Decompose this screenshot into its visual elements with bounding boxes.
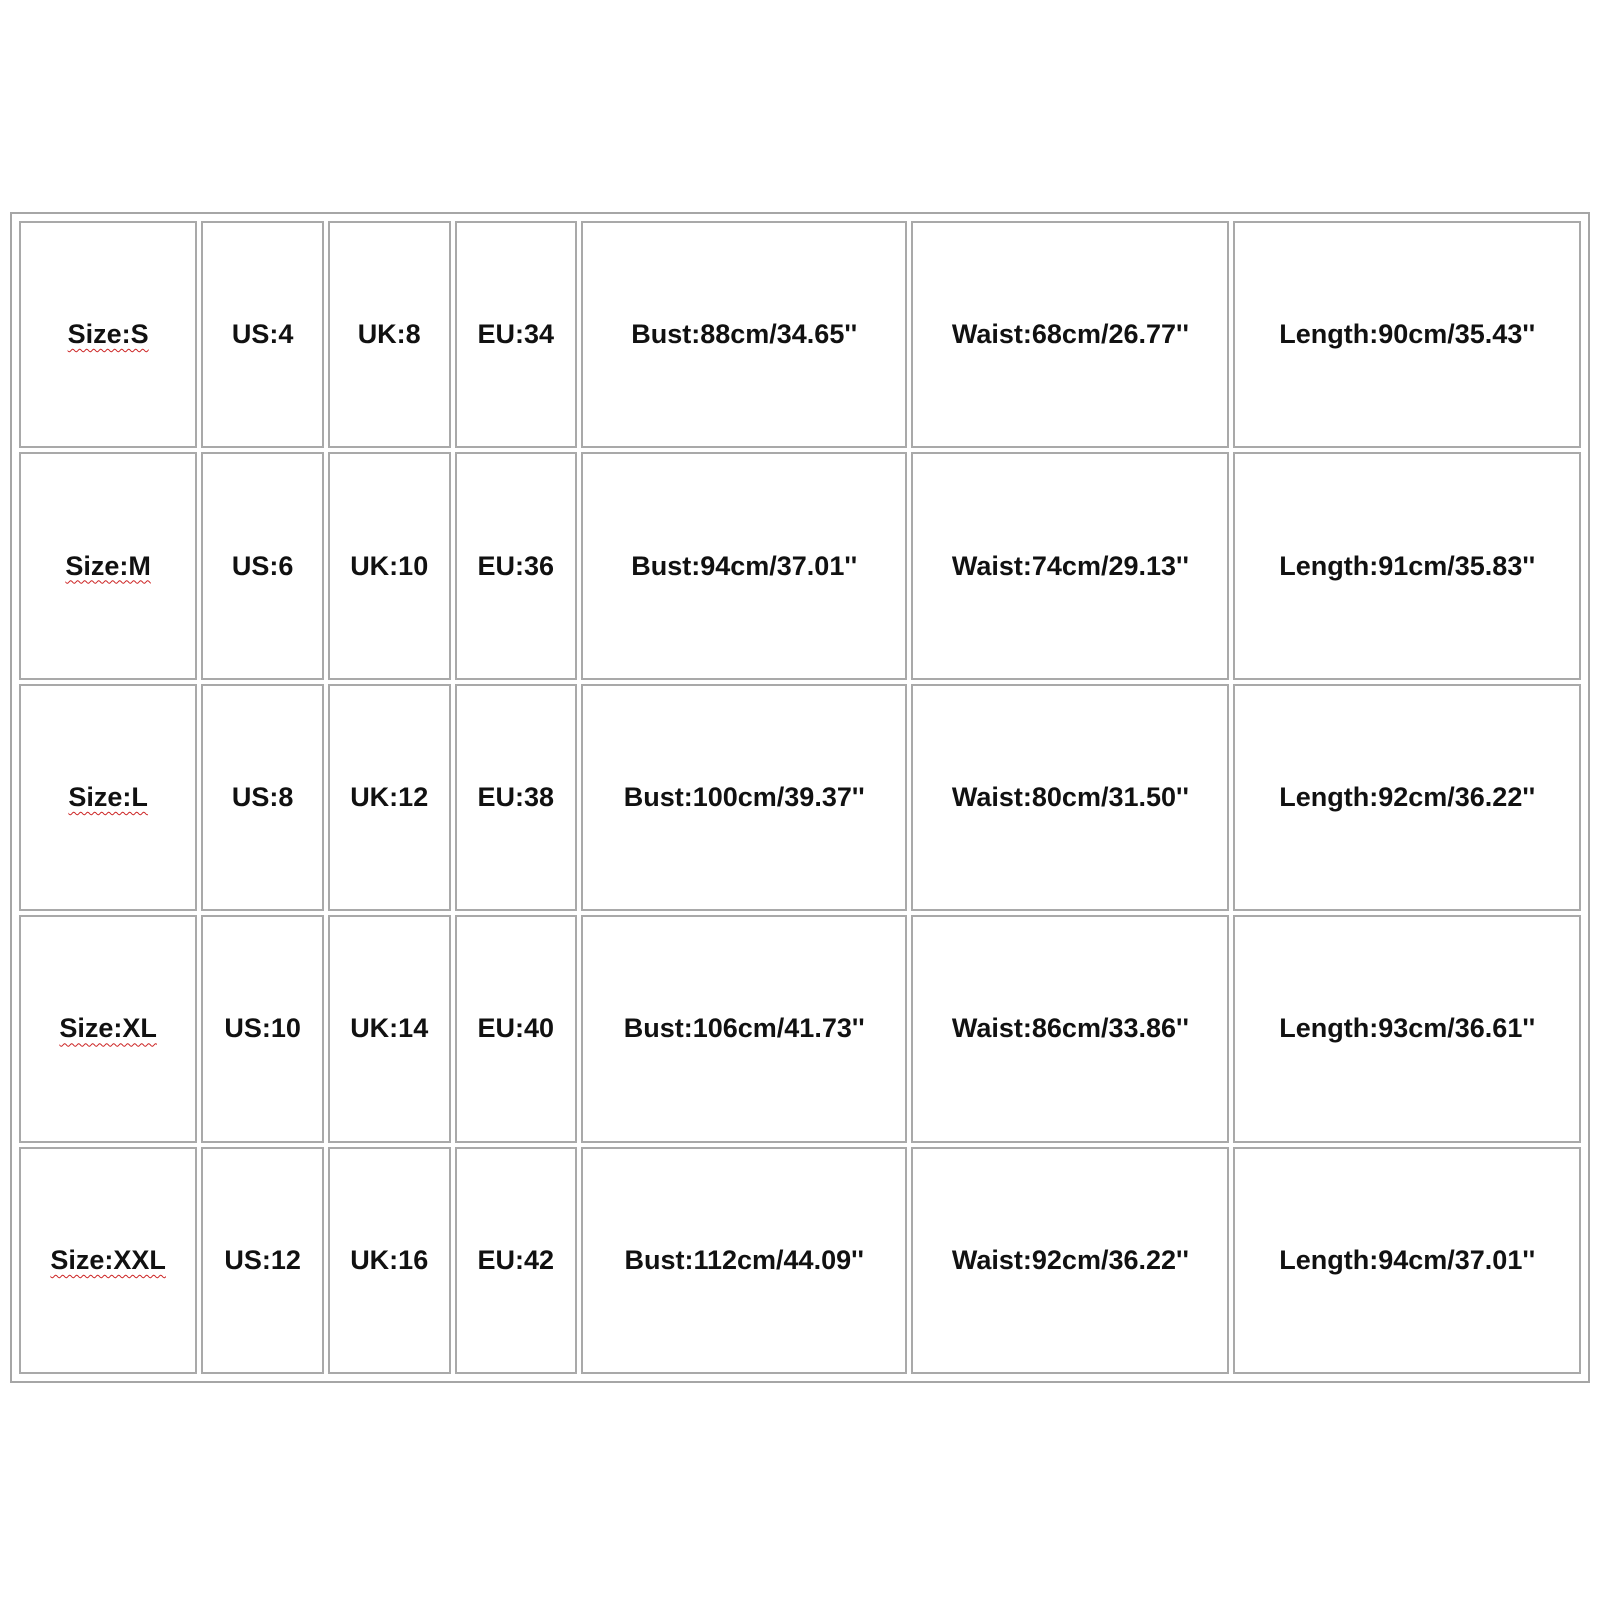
size-row-m: [19, 452, 1581, 679]
waist-cell: Waist:68cm/26.77'': [911, 221, 1229, 448]
length-cell: Length:91cm/35.83'': [1233, 452, 1581, 679]
size-label: Size:XXL: [50, 1244, 166, 1275]
length-cell: Length:93cm/36.61'': [1233, 915, 1581, 1142]
us-size-cell: US:8: [201, 684, 324, 911]
eu-size-cell: EU:34: [455, 221, 578, 448]
bust-cell: Bust:100cm/39.37'': [581, 684, 907, 911]
bust-cell: Bust:106cm/41.73'': [581, 915, 907, 1142]
uk-size-cell: UK:10: [328, 452, 451, 679]
size-chart-table: [15, 217, 1585, 1378]
size-row-l: [19, 684, 1581, 911]
size-cell: [19, 452, 197, 679]
bust-cell: Bust:88cm/34.65'': [581, 221, 907, 448]
uk-size-cell: UK:8: [328, 221, 451, 448]
size-row-s: [19, 221, 1581, 448]
waist-cell: Waist:86cm/33.86'': [911, 915, 1229, 1142]
size-row-xxl: [19, 1147, 1581, 1374]
eu-size-cell: EU:38: [455, 684, 578, 911]
eu-size-cell: EU:42: [455, 1147, 578, 1374]
uk-size-cell: UK:14: [328, 915, 451, 1142]
size-chart-frame: [10, 212, 1590, 1383]
size-label: Size:M: [65, 550, 151, 581]
size-label: Size:L: [68, 781, 148, 812]
size-label: Size:XL: [59, 1013, 157, 1044]
size-cell: [19, 684, 197, 911]
size-cell: [19, 221, 197, 448]
length-cell: Length:94cm/37.01'': [1233, 1147, 1581, 1374]
us-size-cell: US:12: [201, 1147, 324, 1374]
eu-size-cell: EU:36: [455, 452, 578, 679]
size-label: Size:S: [67, 319, 149, 350]
uk-size-cell: UK:16: [328, 1147, 451, 1374]
waist-cell: Waist:80cm/31.50'': [911, 684, 1229, 911]
eu-size-cell: EU:40: [455, 915, 578, 1142]
us-size-cell: US:6: [201, 452, 324, 679]
us-size-cell: US:10: [201, 915, 324, 1142]
size-cell: [19, 915, 197, 1142]
waist-cell: Waist:74cm/29.13'': [911, 452, 1229, 679]
size-cell: [19, 1147, 197, 1374]
us-size-cell: US:4: [201, 221, 324, 448]
length-cell: Length:90cm/35.43'': [1233, 221, 1581, 448]
length-cell: Length:92cm/36.22'': [1233, 684, 1581, 911]
waist-cell: Waist:92cm/36.22'': [911, 1147, 1229, 1374]
uk-size-cell: UK:12: [328, 684, 451, 911]
size-row-xl: [19, 915, 1581, 1142]
bust-cell: Bust:94cm/37.01'': [581, 452, 907, 679]
bust-cell: Bust:112cm/44.09'': [581, 1147, 907, 1374]
